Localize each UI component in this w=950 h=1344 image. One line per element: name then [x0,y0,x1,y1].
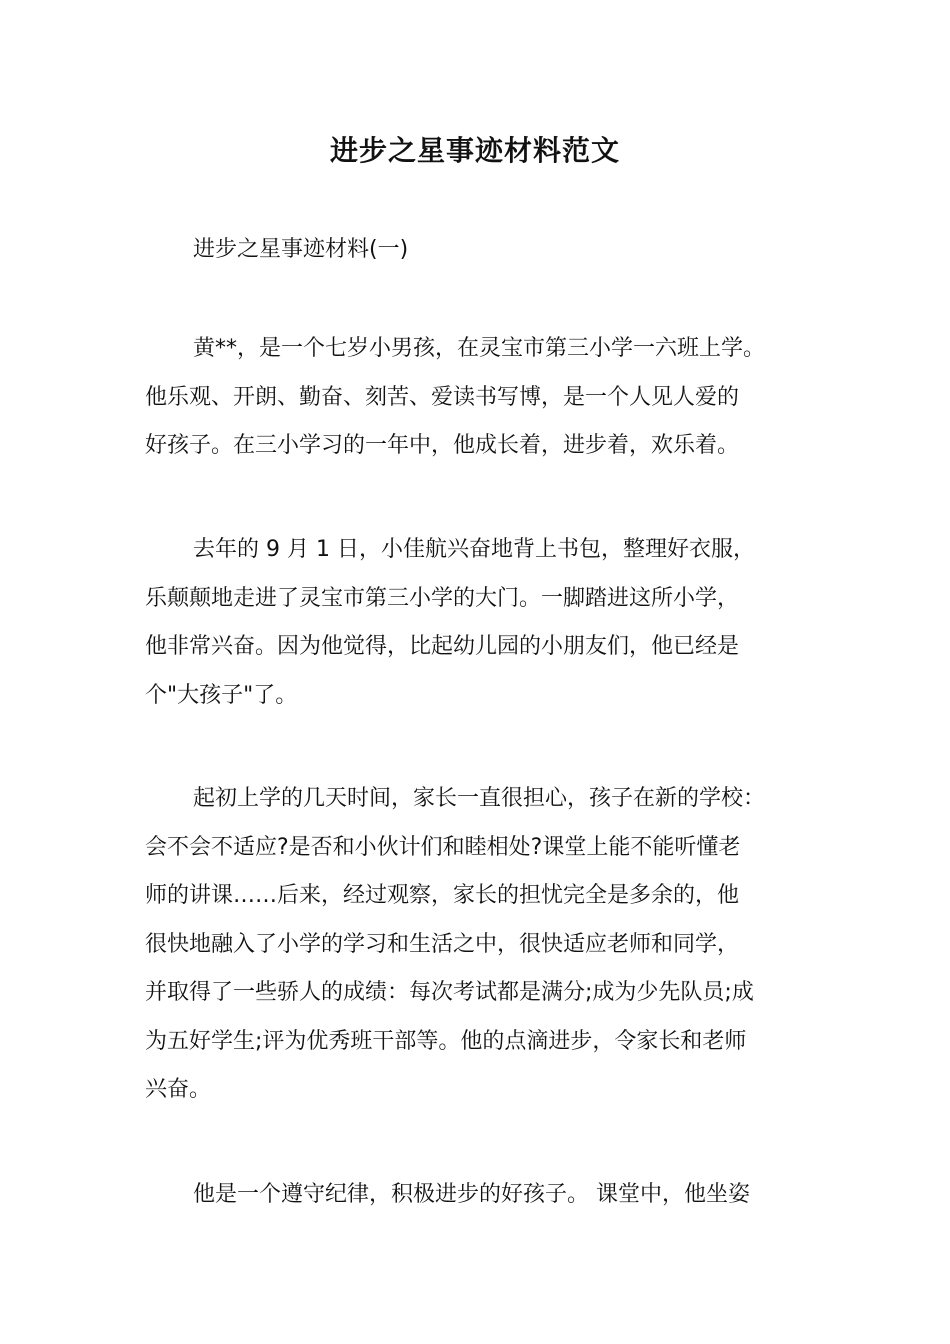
paragraph-line: 去年的 9 月 1 日，小佳航兴奋地背上书包，整理好衣服， [193,537,755,562]
document-title: 进步之星事迹材料范文 [329,134,620,167]
paragraph-line: 起初上学的几天时间，家长一直很担心，孩子在新的学校： [193,786,766,811]
paragraph-line: 他非常兴奋。因为他觉得，比起幼儿园的小朋友们，他已经是 [145,634,740,659]
section-heading: 进步之星事迹材料(一) [193,237,409,262]
paragraph-line: 他乐观、开朗、勤奋、刻苦、爱读书写博，是一个人见人爱的 [145,384,740,410]
paragraph-line: 好孩子。在三小学习的一年中，他成长着，进步着，欢乐着。 [145,433,740,458]
paragraph [145,775,810,1115]
paragraph-line: 个"大孩子"了。 [145,682,298,708]
paragraph-line: 并取得了一些骄人的成绩：每次考试都是满分;成为少先队员;成 [145,980,754,1005]
paragraph-line: 黄**，是一个七岁小男孩，在灵宝市第三小学一六班上学。 [193,336,766,361]
paragraph-line: 他是一个遵守纪律，积极进步的好孩子。 课堂中，他坐姿 [193,1182,750,1207]
paragraph-line: 为五好学生;评为优秀班干部等。他的点滴进步，令家长和老师 [145,1028,747,1054]
paragraph-line: 很快地融入了小学的学习和生活之中，很快适应老师和同学， [145,931,740,957]
paragraph-line: 师的讲课……后来，经过观察，家长的担忧完全是多余的，他 [145,883,740,908]
paragraph [145,1171,810,1220]
paragraph-line: 乐颠颠地走进了灵宝市第三小学的大门。一脚踏进这所小学， [145,585,740,611]
paragraph [145,325,810,471]
paragraph [145,526,810,720]
paragraph-line: 会不会不适应?是否和小伙计们和睦相处?课堂上能不能听懂老 [145,834,741,860]
paragraph-line: 兴奋。 [145,1077,212,1102]
